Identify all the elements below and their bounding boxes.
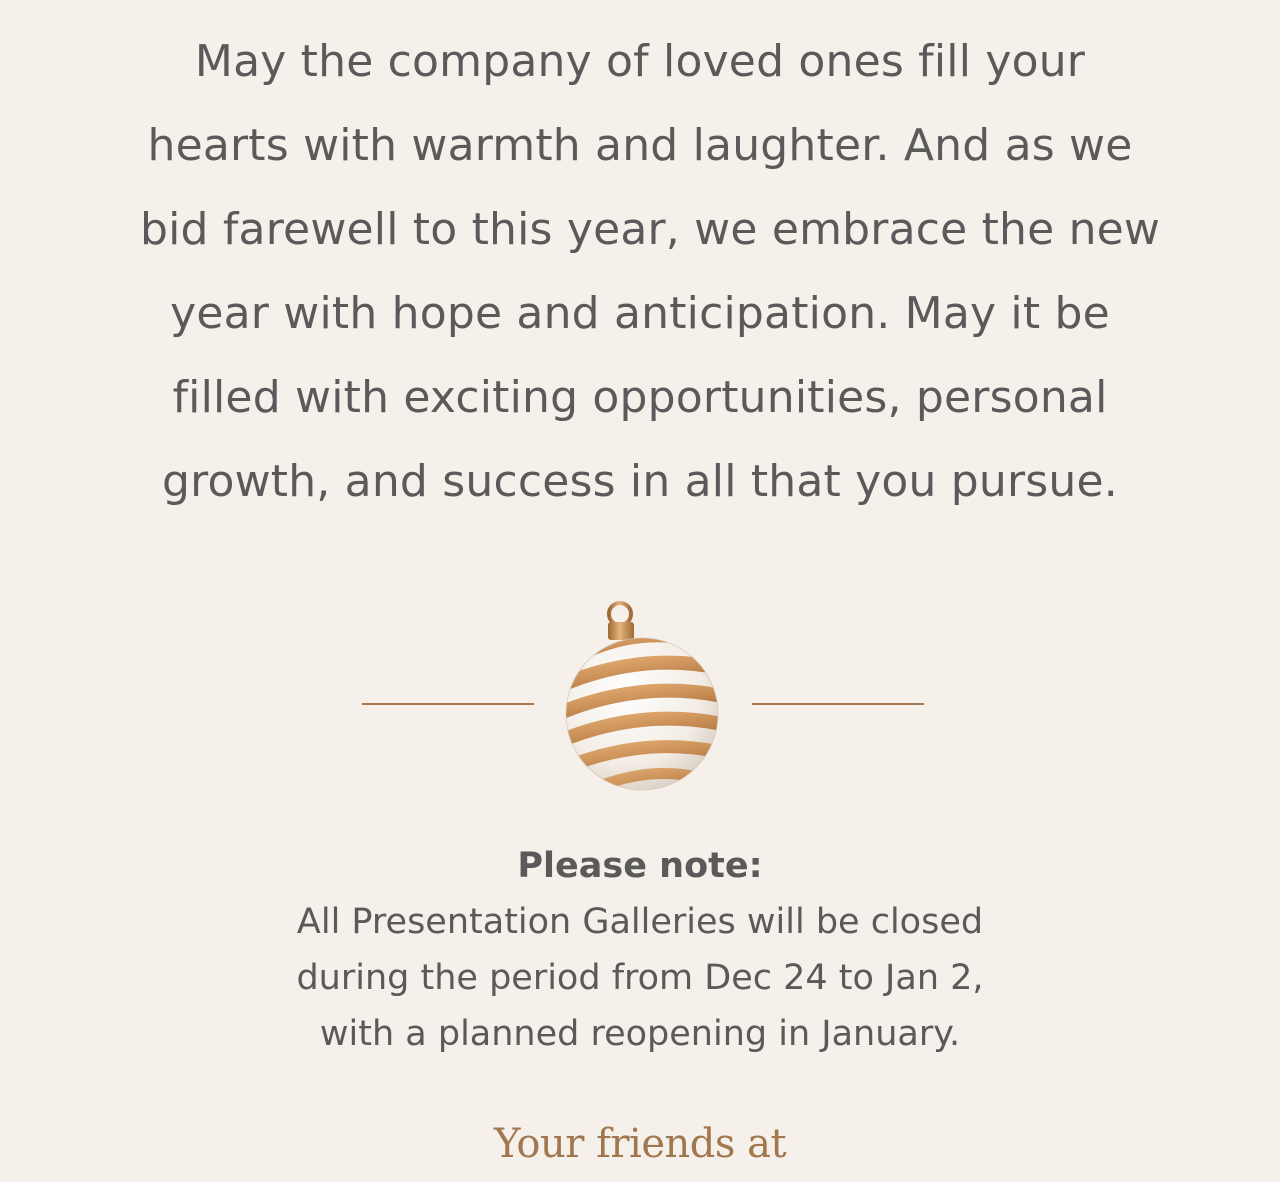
- message-line: filled with exciting opportunities, personal: [172, 372, 1108, 423]
- message-line: year with hope and anticipation. May it be: [170, 288, 1110, 339]
- closure-notice: [240, 838, 1040, 1062]
- holiday-message: [140, 20, 1161, 524]
- message-line: hearts with warmth and laughter. And as we: [147, 120, 1133, 171]
- notice-line: during the period from Dec 24 to Jan 2,: [296, 958, 984, 998]
- ornament-divider: [0, 596, 1280, 796]
- divider-rule-left: [362, 703, 534, 705]
- signoff: Your friends at: [493, 1121, 787, 1167]
- notice-body: [240, 894, 1040, 1062]
- striped-bauble-icon: [562, 596, 722, 796]
- message-line: bid farewell to this year, we embrace the new: [140, 204, 1161, 255]
- message-line: growth, and success in all that you pursue.: [162, 456, 1118, 507]
- notice-line: All Presentation Galleries will be closed: [296, 902, 984, 942]
- notice-title: Please note:: [517, 846, 763, 886]
- notice-line: with a planned reopening in January.: [319, 1014, 961, 1054]
- message-line: May the company of loved ones fill your: [194, 36, 1086, 87]
- divider-rule-right: [752, 703, 924, 705]
